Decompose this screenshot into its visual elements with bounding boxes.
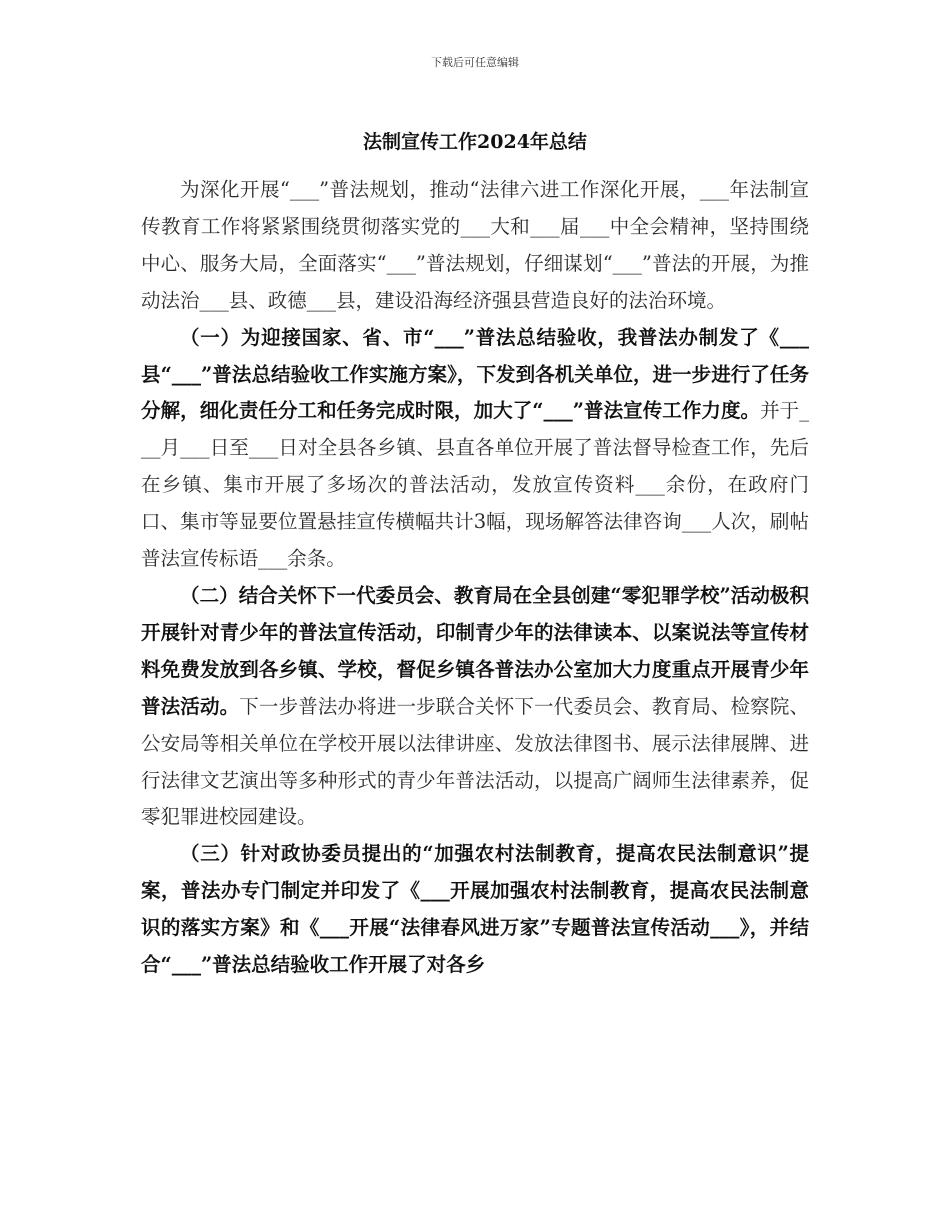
paragraph-section-2 <box>141 578 809 836</box>
document-title: 法制宣传工作2024年总结 <box>363 131 587 153</box>
document-body <box>141 172 809 984</box>
paragraph-section-1-text: 并于___月___日至___日对全县各乡镇、县直各单位开展了普法督导检查工作，先后在乡镇、集市开展了多场次的普法活动，发放宣传资料___余份，在政府门口、集市等显要位置悬挂宣传横幅共计3幅，现场解答法律咨询___人次，刷帖普法宣传标语___余条。 <box>141 399 809 571</box>
page-header-note: 下载后可任意编辑 <box>431 56 519 69</box>
paragraph-section-3 <box>141 836 809 984</box>
paragraph-section-1-bold: （一）为迎接国家、省、市“___”普法总结验收，我普法办制发了《___县“___”普法总结验收工作实施方案》，下发到各机关单位，进一步进行了任务分解，细化责任分工和任务完成时限，加大了“___”普法宣传工作力度。 <box>141 325 809 423</box>
paragraph-section-2-bold: （二）结合关怀下一代委员会、教育局在全县创建“零犯罪学校”活动极积开展针对青少年的普法宣传活动，印制青少年的法律读本、以案说法等宣传材料免费发放到各乡镇、学校，督促乡镇各普法办公室加大力度重点开展青少年普法活动。 <box>141 583 809 718</box>
paragraph-intro <box>141 172 809 320</box>
paragraph-section-1 <box>141 320 809 578</box>
paragraph-intro-text: 为深化开展“___”普法规划，推动“法律六进工作深化开展，___年法制宣传教育工作将紧紧围绕贯彻落实党的___大和___届___中全会精神，坚持围绕中心、服务大局，全面落实“___”普法规划，仔细谋划“___”普法的开展，为推动法治___县、政德___县，建设沿海经济强县营造良好的法治环境。 <box>141 178 809 312</box>
paragraph-section-3-bold: （三）针对政协委员提出的“加强农村法制教育，提高农民法制意识”提案，普法办专门制定并印发了《___开展加强农村法制教育，提高农民法制意识的落实方案》和《___开展“法律春风进万家”专题普法宣传活动___》，并结合“___”普法总结验收工作开展了对各乡 <box>141 842 809 977</box>
paragraph-section-2-text: 下一步普法办将进一步联合关怀下一代委员会、教育局、检察院、公安局等相关单位在学校开展以法律讲座、发放法律图书、展示法律展牌、进行法律文艺演出等多种形式的青少年普法活动，以提高广阔师生法律素养，促零犯罪进校园建设。 <box>141 694 809 829</box>
